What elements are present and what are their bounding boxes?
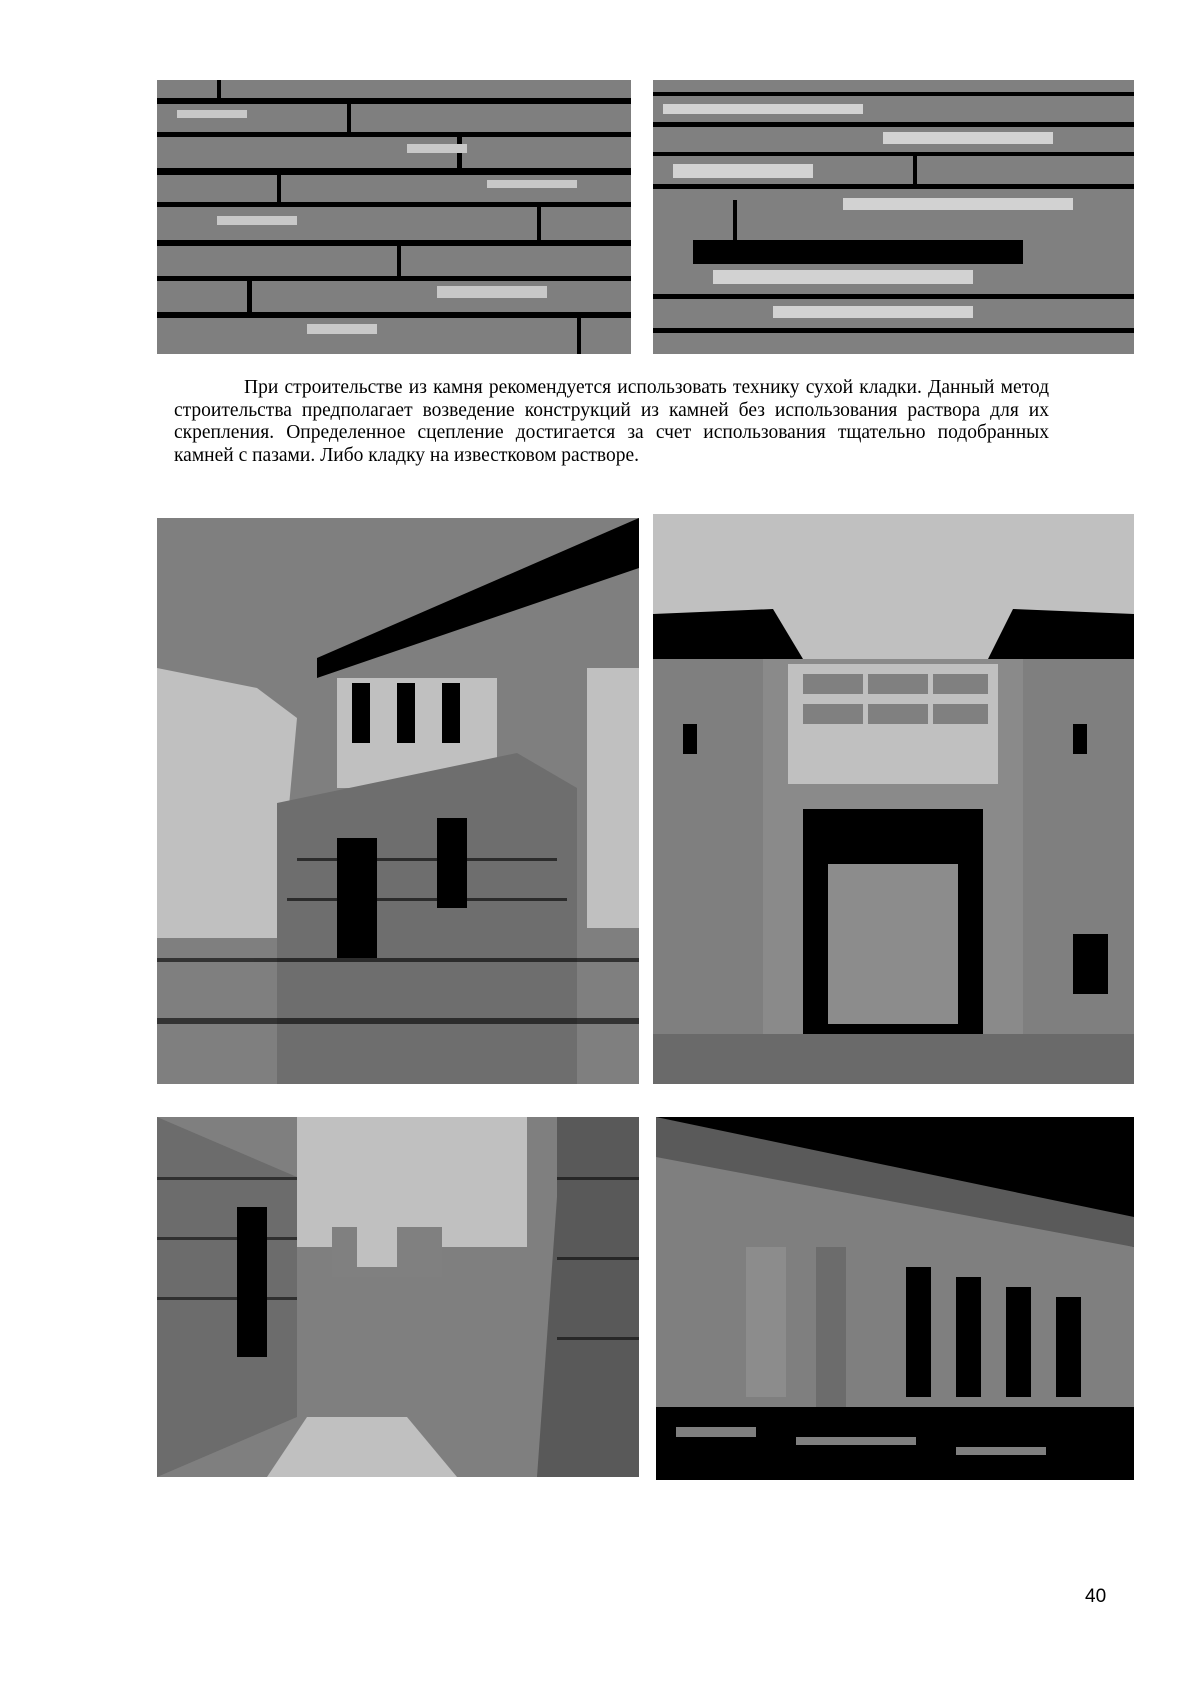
body-paragraph: При строительстве из камня рекомендуется использовать технику сухой кладки. Данный метод строительства предполагает возведение конструкций из камней без использования раствора для их скрепления. Определенное сцепление достигается за счет использования тщательно подобранных камней с пазами. Либо кладку на известковом растворе. xyxy=(174,377,1049,466)
photo-stone-courtyard xyxy=(157,1117,639,1477)
photo-stone-house-entrance xyxy=(653,514,1134,1084)
photo-stone-wall-right xyxy=(653,80,1134,354)
photo-stone-wall-left xyxy=(157,80,631,354)
photo-stone-house-balcony xyxy=(157,518,639,1084)
photo-stone-colonnade xyxy=(656,1117,1134,1480)
page-number: 40 xyxy=(1085,1586,1107,1607)
